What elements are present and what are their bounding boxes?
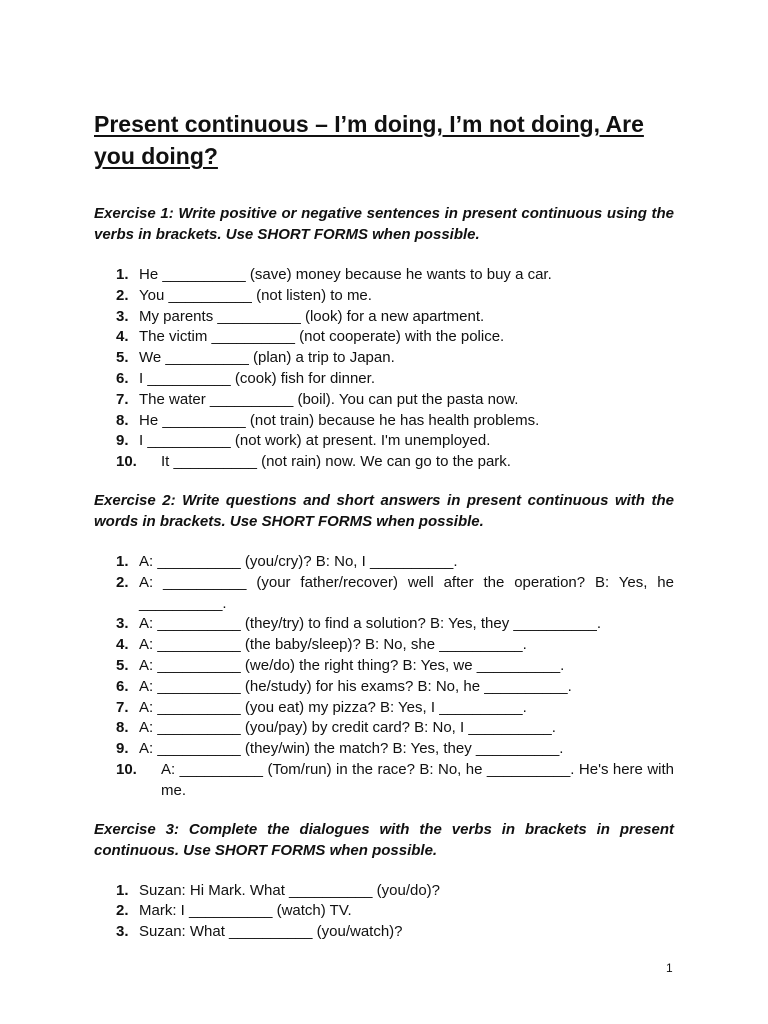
exercise-3-list <box>94 881 674 943</box>
item-number: 3. <box>116 615 129 633</box>
exercise-1-instruction: Exercise 1: Write positive or negative sentences in present continuous using the verbs in brackets. Use SHORT FORMS when possible. <box>94 205 674 243</box>
list-item <box>94 265 674 286</box>
list-item <box>94 411 674 432</box>
item-number: 8. <box>116 411 129 429</box>
list-item <box>94 286 674 307</box>
item-text: A: __________ (your father/recover) well after the operation? B: Yes, he __________. <box>139 573 674 612</box>
exercise-3-instruction: Exercise 3: Complete the dialogues with the verbs in brackets in present continuous. Use SHORT FORMS when possible. <box>94 820 674 859</box>
list-item <box>94 635 674 656</box>
page-number: 1 <box>666 961 673 975</box>
item-text: A: __________ (the baby/sleep)? B: No, she __________. <box>139 636 527 654</box>
list-item <box>94 718 674 739</box>
list-item <box>94 348 674 369</box>
list-item <box>94 573 674 615</box>
list-item <box>94 922 674 943</box>
exercise-2-instruction: Exercise 2: Write questions and short answers in present continuous with the words in brackets. Use SHORT FORMS when possible. <box>94 491 674 530</box>
item-number: 6. <box>116 369 129 387</box>
item-text: I __________ (not work) at present. I'm unemployed. <box>139 432 491 450</box>
exercise-1-list <box>94 265 674 473</box>
list-item <box>94 369 674 390</box>
list-item <box>94 327 674 348</box>
item-text: Suzan: What __________ (you/watch)? <box>139 923 403 941</box>
item-number: 4. <box>116 636 129 654</box>
item-text: We __________ (plan) a trip to Japan. <box>139 349 395 367</box>
list-item <box>94 614 674 635</box>
item-number: 5. <box>116 349 129 367</box>
item-text: The victim __________ (not cooperate) with the police. <box>139 328 505 346</box>
item-number: 5. <box>116 656 129 674</box>
list-item <box>94 760 674 802</box>
item-number: 1. <box>116 552 129 570</box>
item-number: 7. <box>116 390 129 408</box>
list-item <box>94 901 674 922</box>
item-number: 1. <box>116 266 129 283</box>
item-text: He __________ (save) money because he wants to buy a car. <box>139 266 552 283</box>
item-number: 2. <box>116 286 129 304</box>
item-number: 9. <box>116 740 129 758</box>
item-number: 2. <box>116 573 129 591</box>
item-text: You __________ (not listen) to me. <box>139 286 372 304</box>
item-text: The water __________ (boil). You can put the pasta now. <box>139 390 519 408</box>
page-title: Present continuous – I’m doing, I’m not doing, Are you doing? <box>94 111 644 169</box>
list-item <box>94 431 674 452</box>
item-number: 10. <box>116 453 137 471</box>
list-item <box>94 307 674 328</box>
item-text: A: __________ (you/pay) by credit card? B: No, I __________. <box>139 719 556 737</box>
list-item <box>94 698 674 719</box>
list-item <box>94 677 674 698</box>
exercise-2-list <box>94 552 674 802</box>
list-item <box>94 739 674 760</box>
list-item <box>94 390 674 411</box>
item-number: 1. <box>116 881 129 899</box>
item-text: A: __________ (he/study) for his exams? B: No, he __________. <box>139 677 572 695</box>
item-number: 8. <box>116 719 129 737</box>
item-text: It __________ (not rain) now. We can go to the park. <box>161 453 511 471</box>
list-item <box>94 452 674 473</box>
item-text: I __________ (cook) fish for dinner. <box>139 369 375 387</box>
item-text: A: __________ (they/try) to find a solution? B: Yes, they __________. <box>139 615 602 633</box>
list-item <box>94 881 674 902</box>
list-item <box>94 656 674 677</box>
item-text: My parents __________ (look) for a new apartment. <box>139 307 485 325</box>
item-text: A: __________ (we/do) the right thing? B: Yes, we __________. <box>139 656 565 674</box>
item-number: 6. <box>116 677 129 695</box>
item-number: 4. <box>116 328 129 346</box>
item-text: A: __________ (you eat) my pizza? B: Yes, I __________. <box>139 698 527 716</box>
item-text: He __________ (not train) because he has health problems. <box>139 411 540 429</box>
item-number: 9. <box>116 432 129 450</box>
item-text: A: __________ (they/win) the match? B: Yes, they __________. <box>139 740 564 758</box>
list-item <box>94 552 674 573</box>
item-number: 3. <box>116 923 129 941</box>
item-number: 2. <box>116 902 129 920</box>
item-text: A: __________ (Tom/run) in the race? B: No, he __________. He's here with me. <box>161 760 674 799</box>
item-text: Mark: I __________ (watch) TV. <box>139 902 352 920</box>
item-text: Suzan: Hi Mark. What __________ (you/do)? <box>139 881 441 899</box>
item-number: 7. <box>116 698 129 716</box>
item-text: A: __________ (you/cry)? B: No, I __________. <box>139 552 458 570</box>
item-number: 3. <box>116 307 129 325</box>
worksheet-page <box>94 108 674 943</box>
item-number: 10. <box>116 760 137 778</box>
